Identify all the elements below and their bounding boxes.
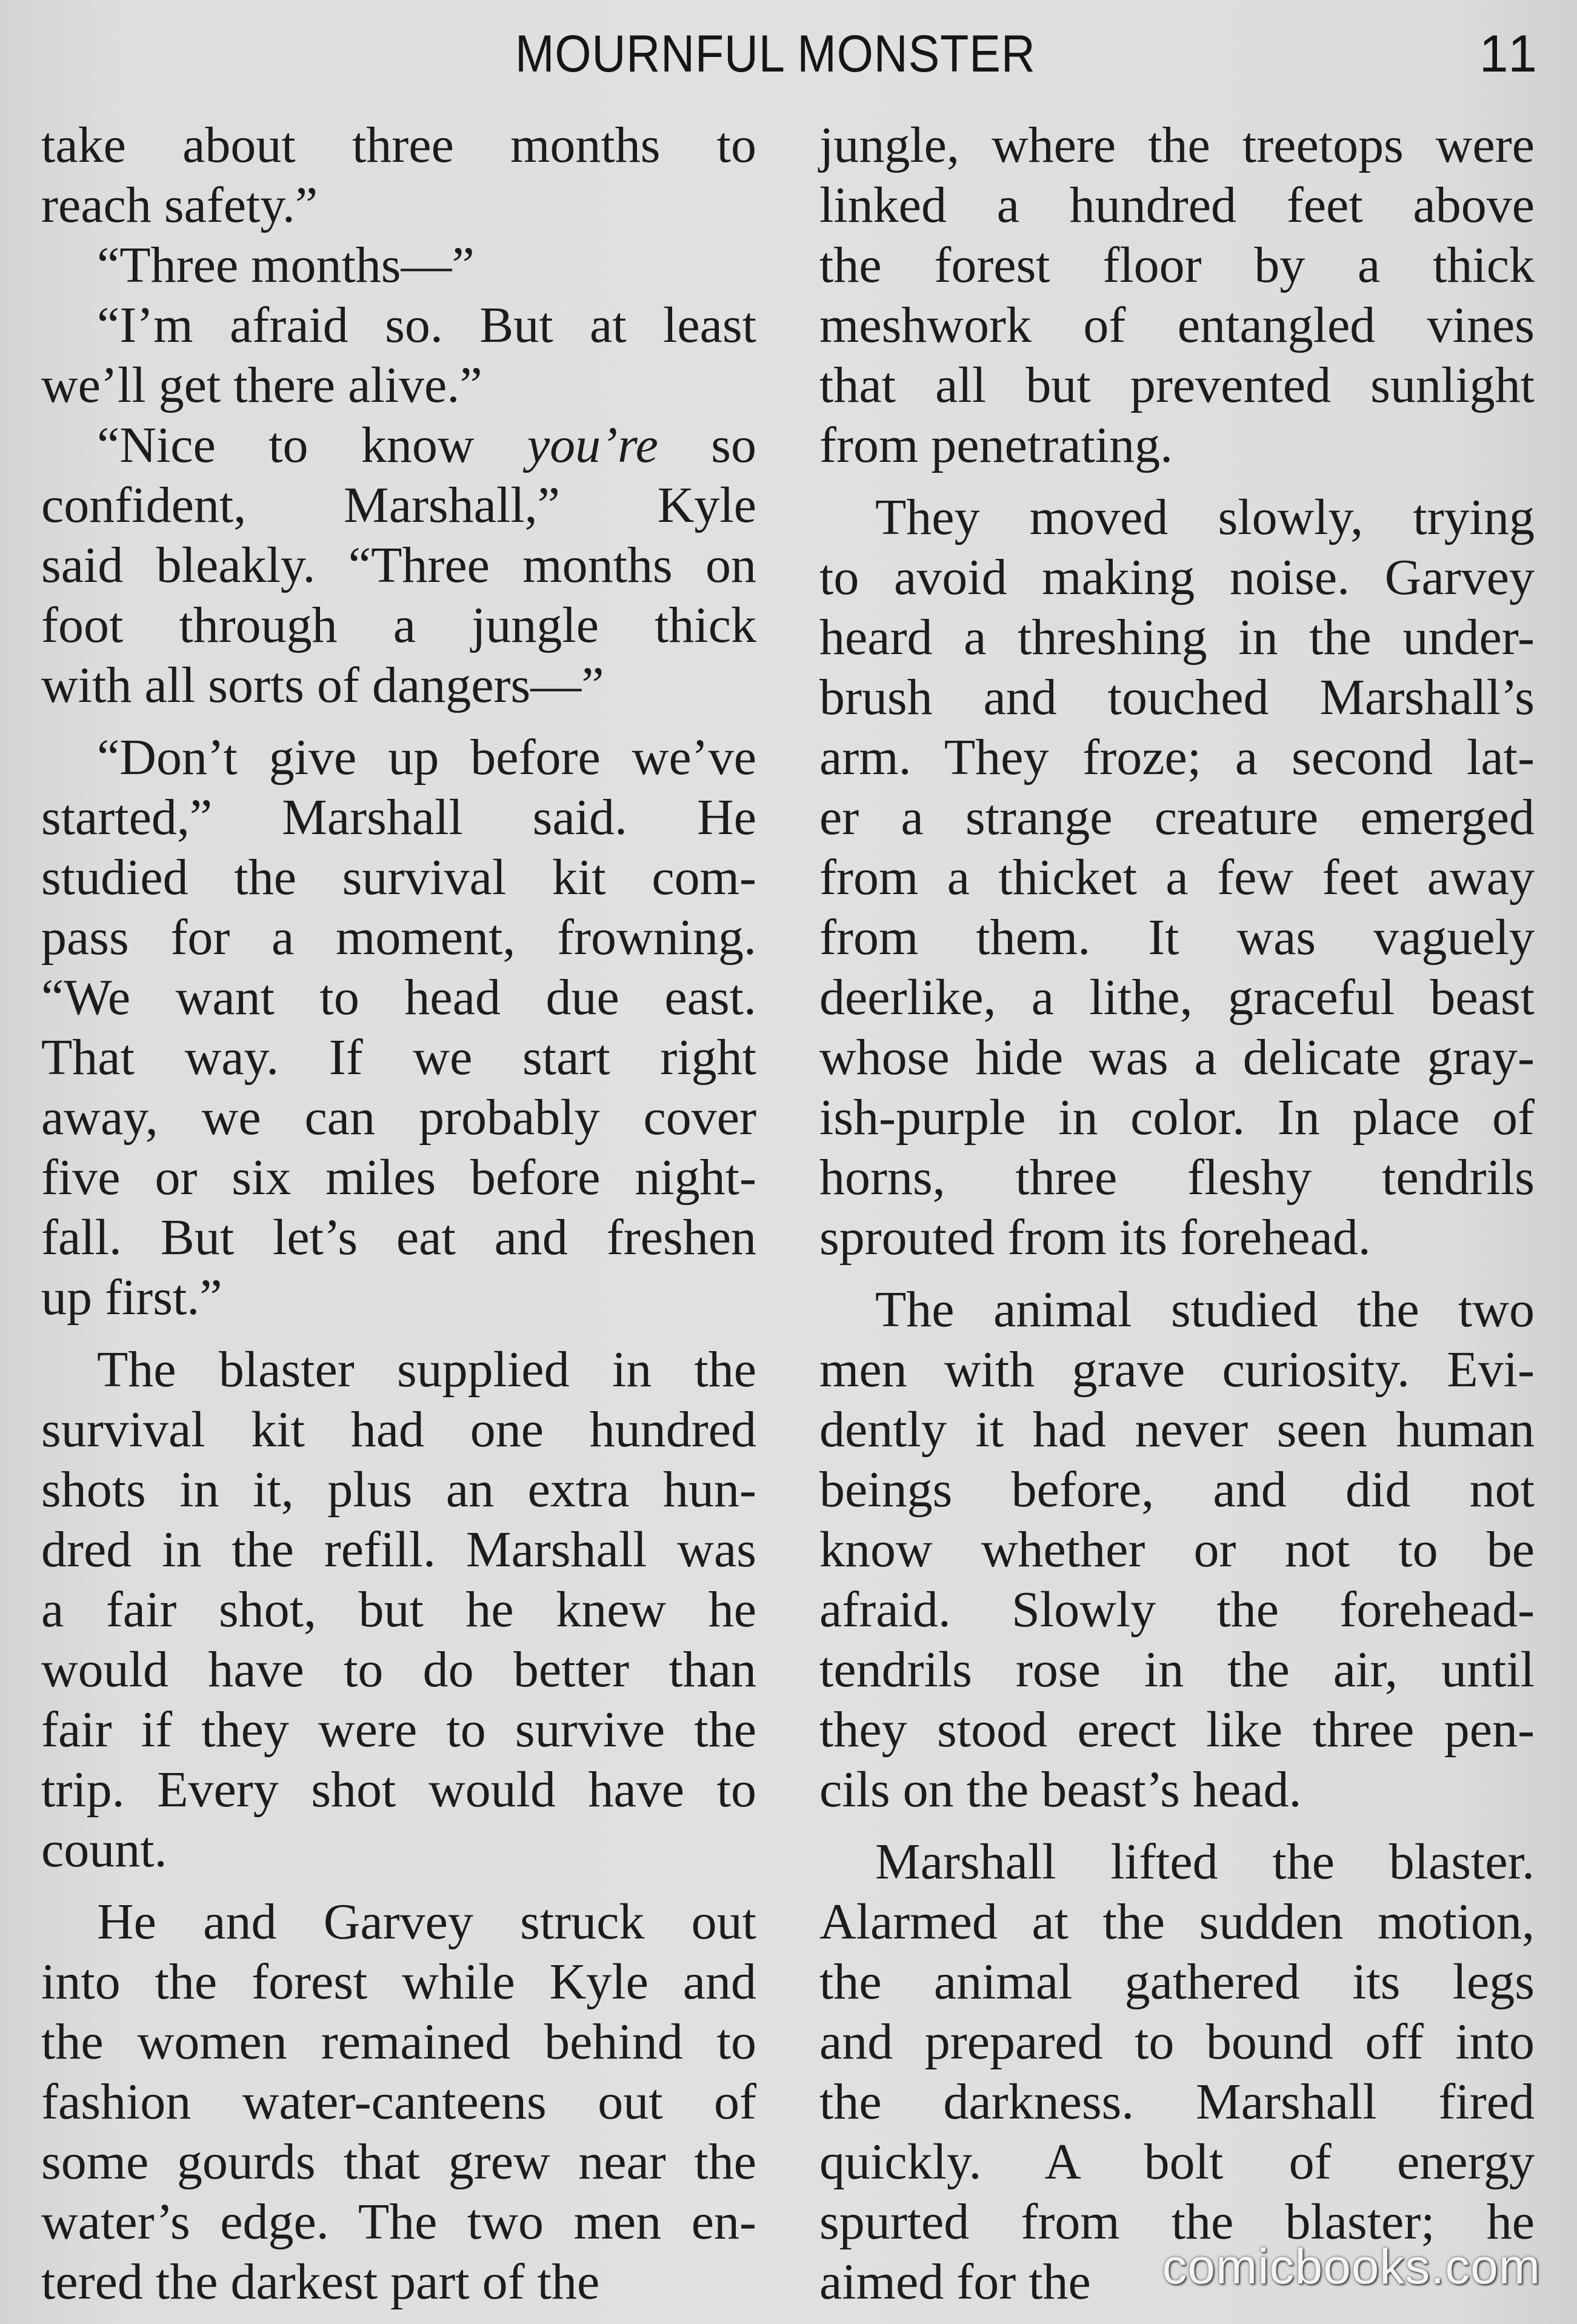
text-line: arm. They froze; a second lat- bbox=[819, 729, 1535, 786]
page-number: 11 bbox=[1479, 25, 1541, 83]
paragraph bbox=[819, 1280, 1535, 1820]
text-line: up first.” bbox=[41, 1269, 222, 1326]
text-line: pass for a moment, frowning. bbox=[41, 909, 756, 966]
text-line: foot through a jungle thick bbox=[41, 597, 756, 653]
text-line: into the forest while Kyle and bbox=[41, 1954, 756, 2010]
text-line: studied the survival kit com- bbox=[41, 849, 756, 906]
text-line: some gourds that grew near the bbox=[41, 2134, 756, 2190]
text-line: with all sorts of dangers—” bbox=[41, 657, 604, 713]
text-line: the animal gathered its legs bbox=[819, 1954, 1535, 2010]
text-line: The blaster supplied in the bbox=[97, 1341, 756, 1398]
text-line: whose hide was a delicate gray- bbox=[819, 1029, 1535, 1086]
text-line: The animal studied the two bbox=[875, 1281, 1535, 1338]
paragraph bbox=[41, 235, 756, 295]
left-text-column bbox=[41, 115, 756, 2312]
watermark-text: comicbooks.com bbox=[1162, 2239, 1541, 2294]
text-line: confident, Marshall,” Kyle bbox=[41, 477, 756, 533]
paragraph bbox=[41, 415, 756, 715]
text-line: er a strange creature emerged bbox=[819, 789, 1535, 846]
text-line: cils on the beast’s head. bbox=[819, 1761, 1302, 1818]
text-line: spurted from the blaster; he bbox=[819, 2194, 1535, 2250]
text-line: started,” Marshall said. He bbox=[41, 789, 756, 846]
text-line: shots in it, plus an extra hun- bbox=[41, 1461, 756, 1518]
text-line: He and Garvey struck out bbox=[97, 1894, 756, 1950]
paragraph bbox=[41, 115, 756, 235]
text-line: from them. It was vaguely bbox=[819, 909, 1535, 966]
paragraph bbox=[819, 487, 1535, 1267]
text-line: know whether or not to be bbox=[819, 1521, 1535, 1578]
text-line: Marshall lifted the blaster. bbox=[875, 1834, 1535, 1890]
text-line: They moved slowly, trying bbox=[875, 489, 1535, 546]
text-line: “We want to head due east. bbox=[41, 969, 756, 1026]
text-line: “Nice to know you’re so bbox=[97, 417, 756, 473]
text-line: meshwork of entangled vines bbox=[819, 297, 1535, 353]
text-line: ish-purple in color. In place of bbox=[819, 1089, 1535, 1146]
text-line: heard a threshing in the under- bbox=[819, 609, 1535, 666]
text-line: trip. Every shot would have to bbox=[41, 1761, 756, 1818]
text-line: “Don’t give up before we’ve bbox=[97, 729, 756, 786]
paragraph bbox=[41, 295, 756, 415]
text-line: a fair shot, but he knew he bbox=[41, 1581, 756, 1638]
paragraph bbox=[819, 115, 1535, 475]
text-line: to avoid making noise. Garvey bbox=[819, 549, 1535, 606]
text-line: tendrils rose in the air, until bbox=[819, 1641, 1535, 1698]
text-line: water’s edge. The two men en- bbox=[41, 2194, 756, 2250]
text-line: horns, three fleshy tendrils bbox=[819, 1149, 1535, 1206]
paragraph bbox=[41, 727, 756, 1327]
text-line: the forest floor by a thick bbox=[819, 237, 1535, 293]
text-line: fair if they were to survive the bbox=[41, 1701, 756, 1758]
text-line: beings before, and did not bbox=[819, 1461, 1535, 1518]
text-line: reach safety.” bbox=[41, 177, 318, 233]
running-head bbox=[0, 21, 1577, 87]
text-line: afraid. Slowly the forehead- bbox=[819, 1581, 1535, 1638]
text-line: and prepared to bound off into bbox=[819, 2014, 1535, 2070]
right-text-column bbox=[819, 115, 1535, 2312]
text-line: “Three months—” bbox=[97, 237, 475, 293]
text-line: jungle, where the treetops were bbox=[819, 117, 1535, 173]
text-line: we’ll get there alive.” bbox=[41, 357, 482, 413]
text-line: said bleakly. “Three months on bbox=[41, 537, 756, 593]
text-line: the darkness. Marshall fired bbox=[819, 2074, 1535, 2130]
text-line: away, we can probably cover bbox=[41, 1089, 756, 1146]
running-head-title: MOURNFUL MONSTER bbox=[515, 25, 1036, 83]
text-line: quickly. A bolt of energy bbox=[819, 2134, 1535, 2190]
text-line: aimed for the bbox=[819, 2254, 1091, 2310]
text-line: the women remained behind to bbox=[41, 2014, 756, 2070]
text-line: take about three months to bbox=[41, 117, 756, 173]
text-line: count. bbox=[41, 1821, 167, 1878]
text-line: fall. But let’s eat and freshen bbox=[41, 1209, 756, 1266]
text-line: deerlike, a lithe, graceful beast bbox=[819, 969, 1535, 1026]
text-line: that all but prevented sunlight bbox=[819, 357, 1535, 413]
text-line: “I’m afraid so. But at least bbox=[97, 297, 756, 353]
text-line: five or six miles before night- bbox=[41, 1149, 756, 1206]
text-line: they stood erect like three pen- bbox=[819, 1701, 1535, 1758]
text-line: dently it had never seen human bbox=[819, 1401, 1535, 1458]
text-line: That way. If we start right bbox=[41, 1029, 756, 1086]
text-line: from penetrating. bbox=[819, 417, 1173, 473]
paragraph bbox=[41, 1892, 756, 2312]
paragraph bbox=[41, 1340, 756, 1880]
text-line: fashion water-canteens out of bbox=[41, 2074, 756, 2130]
text-line: survival kit had one hundred bbox=[41, 1401, 756, 1458]
text-line: would have to do better than bbox=[41, 1641, 756, 1698]
text-line: Alarmed at the sudden motion, bbox=[819, 1894, 1535, 1950]
text-line: men with grave curiosity. Evi- bbox=[819, 1341, 1535, 1398]
text-line: dred in the refill. Marshall was bbox=[41, 1521, 756, 1578]
text-line: tered the darkest part of the bbox=[41, 2254, 600, 2310]
text-line: linked a hundred feet above bbox=[819, 177, 1535, 233]
text-line: brush and touched Marshall’s bbox=[819, 669, 1535, 726]
text-line: sprouted from its forehead. bbox=[819, 1209, 1371, 1266]
text-line: from a thicket a few feet away bbox=[819, 849, 1535, 906]
